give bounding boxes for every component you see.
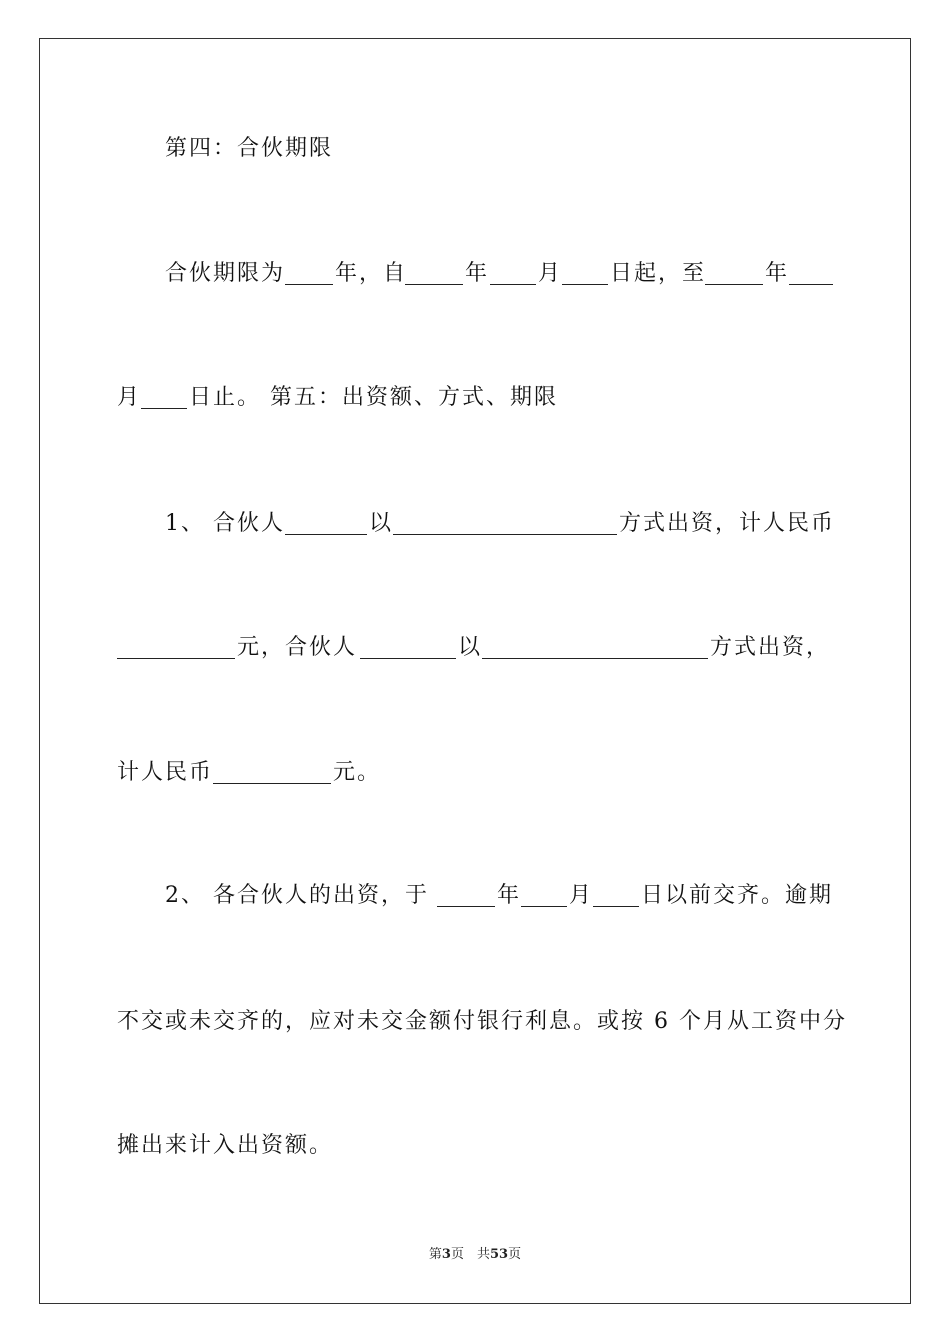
blank-due-day[interactable] — [593, 906, 639, 907]
term-text-4: 月 — [538, 261, 563, 286]
blank-method-2[interactable] — [482, 658, 708, 659]
item2-line-3 — [0, 1130, 950, 1162]
term-text-7: 月 — [117, 385, 142, 410]
blank-years[interactable] — [285, 284, 333, 285]
footer-mid: 页 共 — [450, 1247, 490, 1262]
blank-end-year[interactable] — [705, 284, 763, 285]
item2-line-1 — [0, 880, 950, 912]
item1-text-4: 元，合伙人 — [237, 635, 358, 660]
term-text-2: 年，自 — [335, 261, 408, 286]
item2-text-6: 摊出来计入出资额。 — [117, 1133, 334, 1158]
blank-method-1[interactable] — [393, 534, 617, 535]
item1-text-3: 方式出资，计人民币 — [619, 511, 836, 536]
item2-line-2 — [0, 1006, 950, 1038]
term-text-5: 日起，至 — [610, 261, 707, 286]
blank-partner-2[interactable] — [360, 658, 456, 659]
term-text-3: 年 — [465, 261, 490, 286]
term-line-1 — [0, 258, 950, 290]
term-text-1: 合伙期限为 — [165, 261, 286, 286]
blank-start-year[interactable] — [405, 284, 463, 285]
footer-suffix: 页 — [508, 1247, 522, 1262]
item1-text-5: 以 — [458, 635, 483, 660]
footer-prefix: 第 — [428, 1247, 442, 1262]
blank-due-month[interactable] — [521, 906, 567, 907]
term-text-6: 年 — [765, 261, 790, 286]
item1-line-3 — [0, 757, 950, 789]
item1-line-1 — [0, 508, 950, 540]
item2-number: 2、 — [165, 883, 205, 908]
blank-partner-1[interactable] — [285, 534, 367, 535]
section-heading-term — [0, 133, 950, 165]
heading-text: 第四：合伙期限 — [165, 136, 334, 161]
item1-number: 1、 — [165, 511, 205, 536]
footer-current-page: 3 — [441, 1247, 451, 1262]
blank-end-day[interactable] — [141, 408, 187, 409]
item2-text-2: 年 — [497, 883, 522, 908]
item1-text-8: 元。 — [333, 760, 382, 785]
item2-text-3: 月 — [569, 883, 594, 908]
item1-text-2: 以 — [369, 511, 394, 536]
item1-text-1: 合伙人 — [213, 511, 286, 536]
item2-text-4: 日以前交齐。逾期 — [641, 883, 834, 908]
blank-start-day[interactable] — [562, 284, 608, 285]
term-line-2 — [0, 382, 950, 414]
blank-end-month[interactable] — [789, 284, 833, 285]
item2-text-1: 各合伙人的出资，于 — [213, 883, 430, 908]
item2-text-5: 不交或未交齐的，应对未交金额付银行利息。或按 6 个月从工资中分 — [117, 1009, 847, 1034]
blank-start-month[interactable] — [490, 284, 536, 285]
page-footer — [0, 1246, 950, 1264]
item1-line-2 — [0, 632, 950, 664]
blank-amount-1[interactable] — [117, 658, 235, 659]
blank-amount-2[interactable] — [213, 783, 331, 784]
footer-total-pages: 53 — [489, 1247, 509, 1262]
item1-text-7: 计人民币 — [117, 760, 214, 785]
item1-text-6: 方式出资， — [710, 635, 831, 660]
blank-due-year[interactable] — [437, 906, 495, 907]
page-border — [39, 38, 911, 1304]
term-text-8: 日止。 第五：出资额、方式、期限 — [189, 385, 558, 410]
